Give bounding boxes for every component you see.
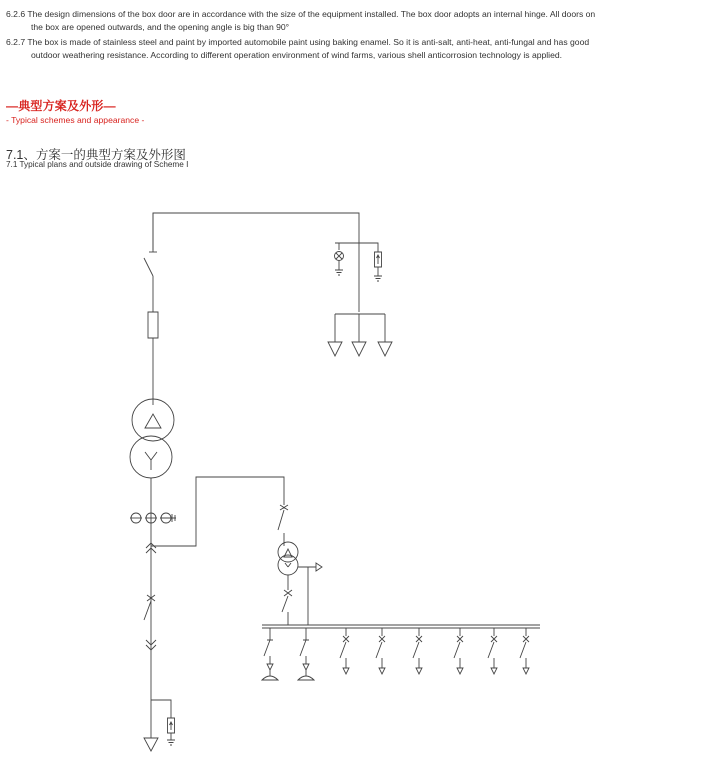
section-title: —典型方案及外形— bbox=[6, 99, 116, 113]
fuse-icon bbox=[148, 312, 158, 338]
feeder bbox=[413, 628, 422, 674]
feeder-with-load bbox=[298, 628, 314, 680]
paragraph-line: the box are opened outwards, and the opening angle is big than 90° bbox=[31, 22, 290, 32]
feeder bbox=[340, 628, 349, 674]
wire bbox=[335, 314, 385, 342]
lamp-icon bbox=[335, 243, 360, 275]
paragraph-line: 6.2.6 The design dimensions of the box door are in accordance with the size of the equipment installed. The box door adopts an internal hinge. All doors on bbox=[6, 9, 596, 19]
feeder bbox=[376, 628, 385, 674]
subsection-title: 7.1、方案一的典型方案及外形图 bbox=[6, 148, 186, 162]
feeder-with-load bbox=[262, 628, 278, 680]
feeder bbox=[488, 628, 497, 674]
earth-icon bbox=[144, 738, 158, 751]
section-subtitle: - Typical schemes and appearance - bbox=[6, 115, 145, 125]
transformer-icon bbox=[130, 399, 174, 478]
paragraph-line: 6.2.7 The box is made of stainless steel and paint by imported automobile paint using baking enamel. So it is anti-salt, anti-heat, anti-fungal and has good bbox=[6, 37, 590, 47]
busbar-icon bbox=[262, 625, 540, 628]
subsection-subtitle: 7.1 Typical plans and outside drawing of Scheme I bbox=[6, 160, 189, 169]
feeder bbox=[454, 628, 463, 674]
earth-icon bbox=[328, 342, 392, 356]
wire bbox=[151, 700, 171, 718]
feeder bbox=[520, 628, 529, 674]
transformer-icon bbox=[278, 542, 298, 575]
surge-arrester-icon bbox=[359, 243, 382, 281]
current-transformer-icon bbox=[130, 513, 176, 523]
disconnect-switch-icon bbox=[144, 213, 157, 312]
paragraph-line: outdoor weathering resistance. According to different operation environment of wind farms, various shell anticorrosion technology is applied. bbox=[31, 50, 563, 60]
disconnect-switch-icon bbox=[144, 595, 155, 620]
wire bbox=[151, 477, 284, 546]
earth-icon bbox=[316, 563, 322, 571]
lv-feeders bbox=[262, 628, 529, 680]
wire bbox=[153, 213, 359, 250]
disconnect-switch-icon bbox=[278, 505, 288, 546]
disconnect-switch-icon bbox=[282, 590, 292, 625]
surge-arrester-icon bbox=[167, 718, 175, 745]
